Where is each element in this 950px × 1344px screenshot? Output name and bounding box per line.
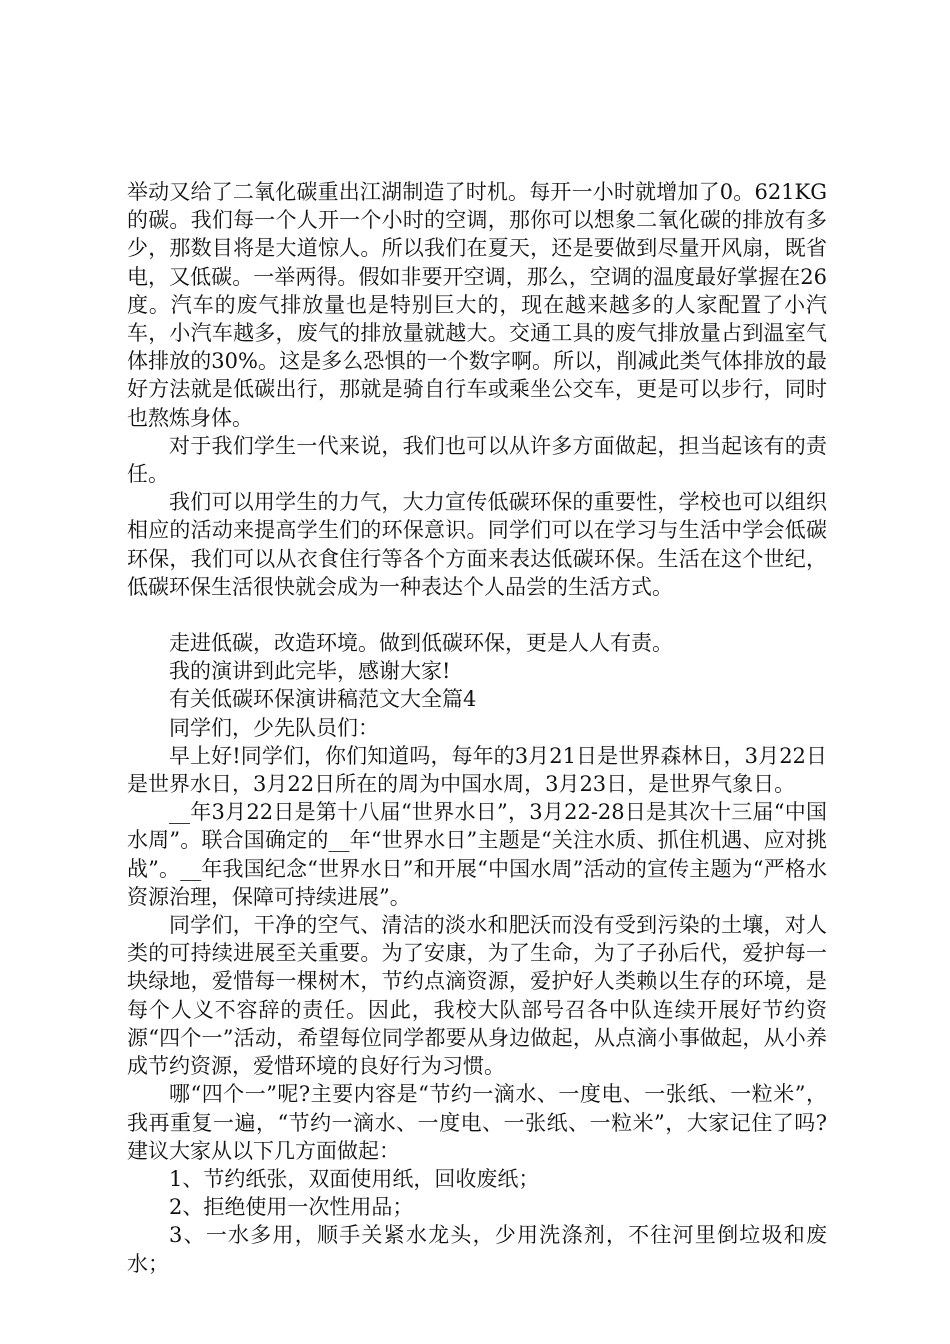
paragraph-four-ones: 哪“四个一”呢?主要内容是“节约一滴水、一度电、一张纸、一粒米”，我再重复一遍，“节约一滴水、一度电、一张纸、一粒米”，大家记住了吗?建议大家从以下几方面做起： [127, 1082, 827, 1163]
list-item-1: 1、节约纸张，双面使用纸，回收废纸； [169, 1166, 540, 1191]
paragraph-salutation: 同学们，少先队员们： [169, 715, 379, 740]
document-body [127, 178, 827, 1278]
section-heading: 有关低碳环保演讲稿范文大全篇4 [169, 687, 477, 712]
paragraph-greeting: 早上好!同学们，你们知道吗，每年的3月21日是世界森林日，3月22日是世界水日，3月22日所在的周为中国水周，3月23日，是世界气象日。 [127, 743, 827, 797]
paragraph-water-day: __年3月22日是第十八届“世界水日”，3月22-28日是其次十三届“中国水周”。联合国确定的__年“世界水日”主题是“关注水质、抓住机遇、应对挑战”。__年我国纪念“世界水日”和开展“中国水周”活动的宣传主题为“严格水资源治理，保障可持续进展”。 [127, 800, 827, 909]
paragraph-continuation: 举动又给了二氧化碳重出江湖制造了时机。每开一小时就增加了0。621KG的碳。我们每一个人开一个小时的空调，那你可以想象二氧化碳的排放有多少，那数目将是大道惊人。所以我们在夏天，还是要做到尽量开风扇，既省电，又低碳。一举两得。假如非要开空调，那么，空调的温度最好掌握在26度。汽车的废气排放量也是特别巨大的，现在越来越多的人家配置了小汽车，小汽车越多，废气的排放量就越大。交通工具的废气排放量占到温室气体排放的30%。这是多么恐惧的一个数字啊。所以，削减此类气体排放的最好方法就是低碳出行，那就是骑自行车或乘坐公交车，更是可以步行，同时也熬炼身体。 [127, 180, 827, 430]
paragraph-closing-thanks: 我的演讲到此完毕，感谢大家! [169, 659, 451, 684]
list-item-2: 2、拒绝使用一次性用品； [169, 1195, 414, 1220]
paragraph-student-responsibility: 对于我们学生一代来说，我们也可以从许多方面做起，担当起该有的责任。 [127, 433, 827, 487]
paragraph-environment: 同学们，干净的空气、清洁的淡水和肥沃而没有受到污染的土壤，对人类的可持续进展至关重要。为了安康，为了生命，为了子孙后代，爱护每一块绿地，爱惜每一棵树木，节约点滴资源，爱护好人类赖以生存的环境，是每个人义不容辞的责任。因此，我校大队部号召各中队连续开展好节约资源“四个一”活动，希望每位同学都要从身边做起，从点滴小事做起，从小养成节约资源，爱惜环境的良好行为习惯。 [127, 913, 827, 1079]
paragraph-call-to-action: 走进低碳，改造环境。做到低碳环保，更是人人有责。 [169, 631, 673, 656]
paragraph-promotion: 我们可以用学生的力气，大力宣传低碳环保的重要性，学校也可以组织相应的活动来提高学生们的环保意识。同学们可以在学习与生活中学会低碳环保，我们可以从衣食住行等各个方面来表达低碳环保。生活在这个世纪，低碳环保生活很快就会成为一种表达个人品尝的生活方式。 [127, 490, 827, 599]
list-item-3: 3、一水多用，顺手关紧水龙头，少用洗涤剂，不往河里倒垃圾和废水； [127, 1223, 827, 1276]
